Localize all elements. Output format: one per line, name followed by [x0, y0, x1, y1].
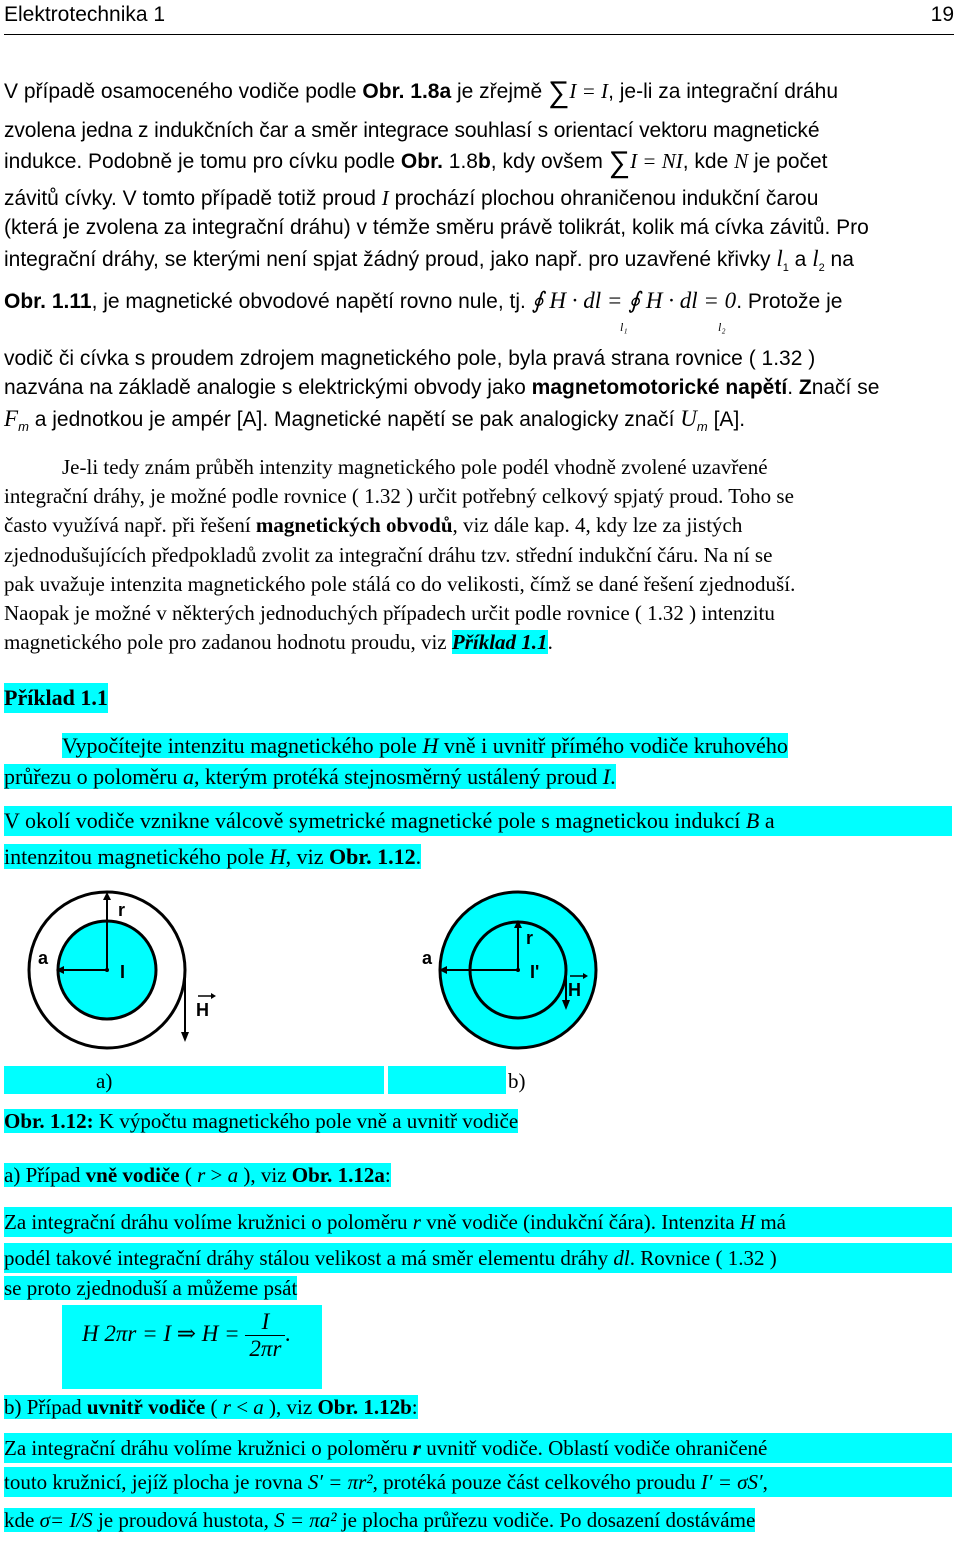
fig-label-a: a): [96, 1069, 113, 1093]
para1-line9: nazvána na základě analogie s elektrickými obvody jako magnetomotorické napětí. Značí se: [4, 376, 880, 399]
para2-line2: integrační dráhy, je možné podle rovnice ( 1.32 ) určit potřebný celkový spjatý proud. Toho se: [4, 484, 794, 508]
para1-line1: V případě osamoceného vodiče podle Obr. 1.8a je zřejmě ∑I = I, je-li za integrační dráhu: [4, 76, 839, 109]
fig-a-a-label: a: [38, 948, 49, 968]
case-b-line2: touto kružnicí, jejíž plocha je rovna S′ = πr², protéká pouze část celkového proudu I′ = σS′,: [4, 1470, 768, 1494]
para1-line10: $F_m$ a jednotkou je ampér [A]. Magnetické napětí se pak analogicky značí $U_m$ [A].: [4, 406, 746, 435]
sum-symbol: ∑: [608, 146, 631, 179]
sum-symbol: ∑: [548, 76, 570, 109]
para2-line7: magnetického pole pro zadanou hodnotu proudu, viz Příklad 1.1.: [4, 630, 553, 654]
task-line2: průřezu o poloměru a, kterým protéká stejnosměrný ustálený proud I.: [4, 764, 616, 789]
fig-b-I-label: I': [530, 962, 540, 982]
para2-line6: Naopak je možné v některých jednoduchých případech určit podle rovnice ( 1.32 ) intenzitu: [4, 601, 775, 625]
case-b-title: b) Případ uvnitř vodiče ( r < a ), viz Obr. 1.12b:: [4, 1395, 418, 1419]
para2-line3: často využívá např. při řešení magnetických obvodů, viz dále kap. 4, kdy lze za jistých: [4, 513, 743, 537]
fig-b-r-label: r: [526, 928, 534, 948]
page-header: [4, 0, 954, 35]
para2-line5: pak uvažuje intenzita magnetického pole stálá co do velikosti, čímž se dané řešení zjednoduší.: [4, 572, 796, 596]
para1-line3: indukce. Podobně je tomu pro cívku podle Obr. 1.8b, kdy ovšem ∑I = NI, kde N je počet: [4, 146, 828, 179]
para1-line7: Obr. 1.11, je magnetické obvodové napětí rovno nule, tj. ∮ H · dl = ∮ H · dl = 0. Protože je: [4, 288, 843, 313]
para1-line4: závitů cívky. V tomto případě totiž proud I prochází plochou ohraničenou indukční čarou: [4, 186, 819, 210]
figure-a: [0, 886, 240, 1066]
case-a-line1: Za integrační dráhu volíme kružnici o poloměru r vně vodiče (indukční čára). Intenzita H má: [4, 1210, 786, 1234]
para2-line4: zjednodušujících předpokladů zvolit za integrační dráhu tzv. střední indukční čáru. Na ní se: [4, 543, 773, 567]
figure-b: [390, 886, 630, 1066]
para1-line8: vodič či cívka s proudem zdrojem magnetického pole, byla pravá strana rovnice ( 1.32 ): [4, 347, 816, 370]
page-number: 19: [930, 3, 954, 26]
para1-line6: integrační dráhy, se kterými není spjat žádný proud, jako např. pro uzavřené křivky $l_1$ a $l_2$ na: [4, 246, 854, 275]
solution-line2: intenzitou magnetického pole H, viz Obr. 1.12.: [4, 844, 422, 869]
header-title: Elektrotechnika 1: [4, 3, 166, 26]
task-line1: Vypočítejte intenzitu magnetického pole H vně i uvnitř přímého vodiče kruhového: [62, 733, 788, 758]
example-label: Příklad 1.1: [4, 683, 108, 713]
fig-a-I-label: I: [120, 962, 126, 982]
case-b-line3: kde σ= I/S je proudová hustota, S = πa² je plocha průřezu vodiče. Po dosazení dostáváme: [4, 1508, 756, 1532]
integral-sub-l2: l₂: [718, 320, 726, 334]
fig-a-H-label: H: [196, 1000, 209, 1020]
integral-sub-l1: l₁: [620, 320, 628, 334]
para1-line2: zvolena jedna z indukčních čar a směr integrace souhlasí s orientací vektoru magnetické: [4, 119, 820, 142]
para2-line1: Je-li tedy znám průběh intenzity magnetického pole podél vhodně zvolené uzavřené: [62, 455, 768, 479]
fig-label-b: b): [508, 1069, 526, 1093]
para1-line5: (která je zvolena za integrační dráhu) v témže směru právě tolikrát, kolik má cívka závitů. Pro: [4, 216, 869, 239]
figure-caption: Obr. 1.12: K výpočtu magnetického pole vně a uvnitř vodiče: [4, 1109, 519, 1133]
case-a-title: a) Případ vně vodiče ( r > a ), viz Obr. 1.12a:: [4, 1163, 391, 1187]
fig-b-H-label: H: [568, 980, 581, 1000]
case-a-line2: podél takové integrační dráhy stálou velikost a má směr elementu dráhy dl. Rovnice ( 1.32 ): [4, 1246, 777, 1270]
fig-b-a-label: a: [422, 948, 433, 968]
equation-outside: H 2πr = I ⇒ H = $\frac{I}{2\pi r}$ .: [82, 1309, 292, 1361]
case-b-line1: Za integrační dráhu volíme kružnici o poloměru r uvnitř vodiče. Oblastí vodiče ohraničené: [4, 1436, 768, 1460]
solution-line1: V okolí vodiče vznikne válcově symetrické magnetické pole s magnetickou indukcí B a: [4, 808, 775, 833]
fig-a-r-label: r: [118, 900, 126, 920]
case-a-line3: se proto zjednoduší a můžeme psát: [4, 1276, 298, 1300]
example-link[interactable]: Příklad 1.1: [451, 630, 548, 654]
